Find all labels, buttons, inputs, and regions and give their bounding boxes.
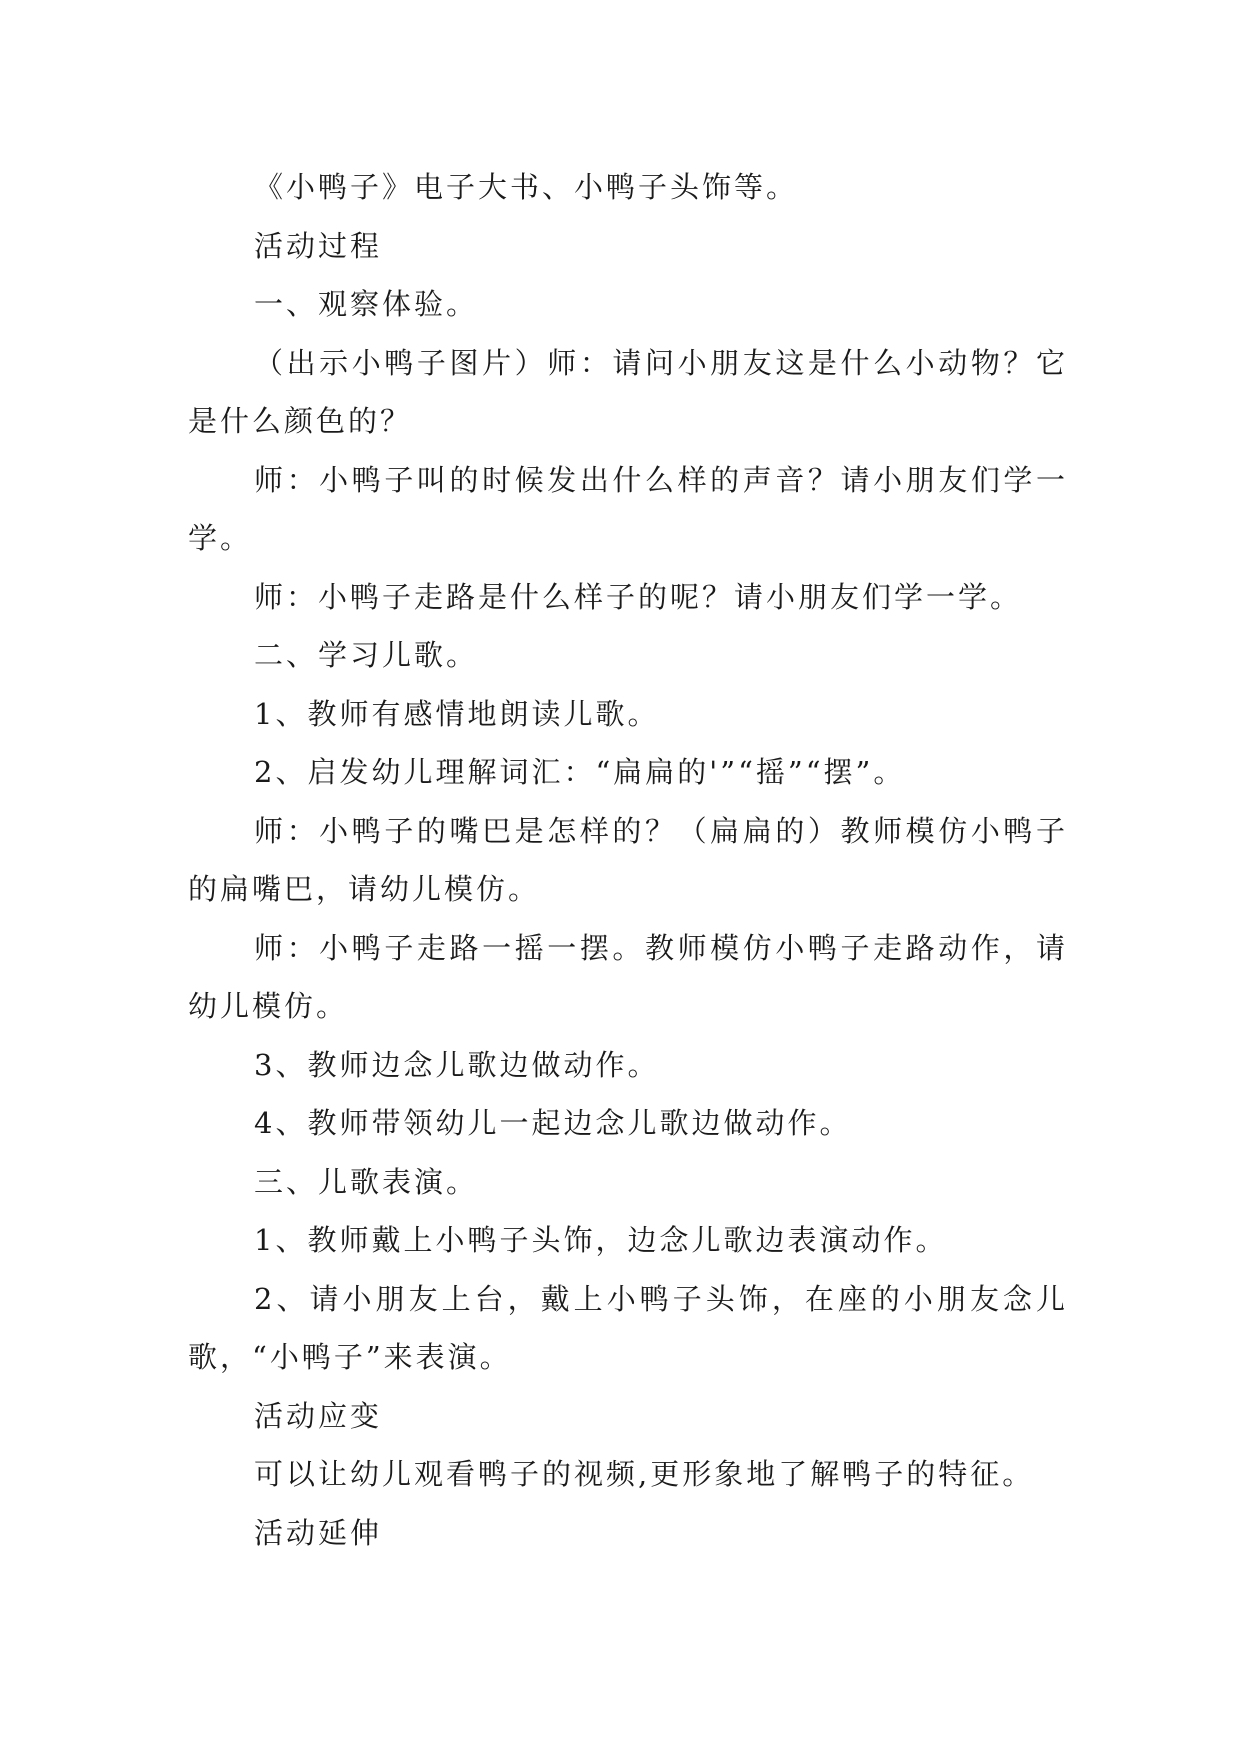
paragraph-perform-1: 1、教师戴上小鸭子头饰，边念儿歌边表演动作。: [254, 1223, 948, 1257]
paragraph-materials: 《小鸭子》电子大书、小鸭子头饰等。: [254, 170, 799, 204]
section-observe: 一、观察体验。: [254, 287, 479, 321]
document-page: [188, 158, 1068, 1562]
paragraph-step-2: 2、启发幼儿理解词汇：“扁扁的'”“摇”“摆”。: [254, 755, 906, 789]
paragraph-duck-walk: 师：小鸭子走路是什么样子的呢？请小朋友们学一学。: [254, 579, 1023, 614]
paragraph-duck-sound: 师：小鸭子叫的时候发出什么样的声音？请小朋友们学一学。: [188, 462, 1068, 555]
heading-activity-process: 活动过程: [254, 228, 383, 263]
paragraph-duck-beak: 师：小鸭子的嘴巴是怎样的？（扁扁的）教师模仿小鸭子的扁嘴巴，请幼儿模仿。: [188, 813, 1068, 906]
heading-activity-adaptation: 活动应变: [254, 1398, 383, 1433]
paragraph-step-1: 1、教师有感情地朗读儿歌。: [254, 696, 660, 731]
section-performance: 三、儿歌表演。: [254, 1164, 479, 1199]
paragraph-show-picture: （出示小鸭子图片）师：请问小朋友这是什么小动物？它是什么颜色的？: [188, 345, 1068, 438]
heading-activity-extension: 活动延伸: [254, 1515, 383, 1550]
paragraph-duck-waddle: 师：小鸭子走路一摇一摆。教师模仿小鸭子走路动作，请幼儿模仿。: [188, 930, 1068, 1023]
section-learn-song: 二、学习儿歌。: [254, 638, 479, 672]
paragraph-step-4: 4、教师带领幼儿一起边念儿歌边做动作。: [254, 1106, 852, 1140]
paragraph-step-3: 3、教师边念儿歌边做动作。: [254, 1047, 660, 1082]
paragraph-perform-2: 2、请小朋友上台，戴上小鸭子头饰，在座的小朋友念儿歌，“小鸭子”来表演。: [188, 1281, 1068, 1374]
paragraph-adaptation: 可以让幼儿观看鸭子的视频,更形象地了解鸭子的特征。: [254, 1457, 1035, 1491]
